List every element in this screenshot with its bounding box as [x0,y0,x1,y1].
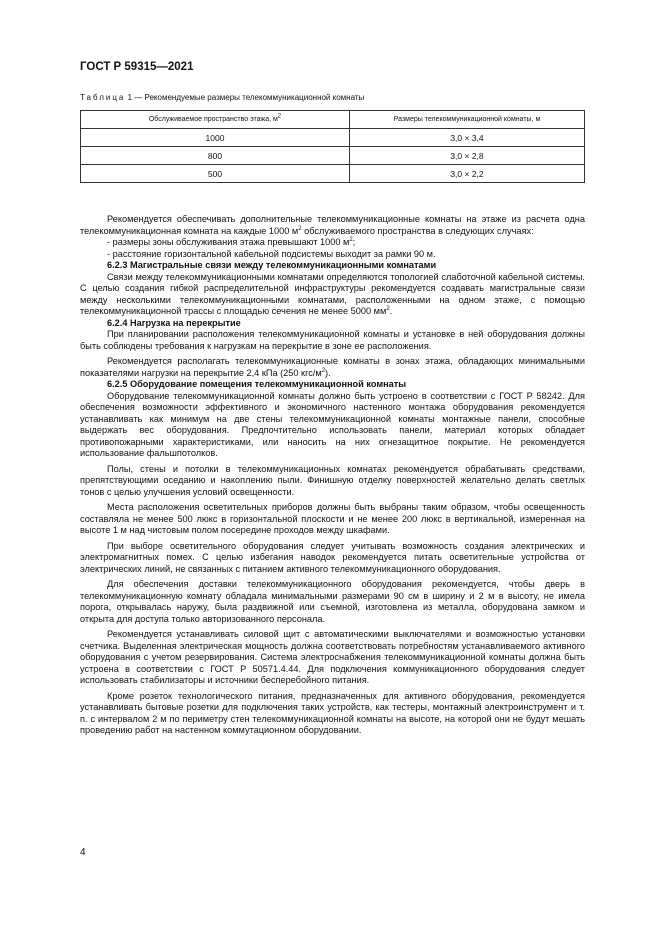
table-header-row [81,111,585,129]
list-item: - размеры зоны обслуживания этажа превышают 1000 $м^2$; [107,236,356,247]
section-heading-6-2-3: 6.2.3 Магистральные связи между телекоммуникационными комнатами [107,260,437,270]
table-caption-text: 1 — Рекомендуемые размеры телекоммуникационной комнаты [125,93,365,102]
section-heading-6-2-5: 6.2.5 Оборудование помещения телекоммуникационной комнаты [107,379,407,389]
paragraph: Рекомендуется располагать телекоммуникационные комнаты в зонах этажа, обладающих минимальными показателями нагрузки на перекрытие 2,4 кПа (250 кгс/$м^2$). [80,356,585,378]
paragraph: Оборудование телекоммуникационной комнаты должно быть устроено в соответствии с ГОСТ Р 58242. Для обеспечения возможности эффективного и экономичного настенного монтажа оборудования рекомендуется устанавливать как минимум на две стены телекоммуникационной комнаты монтажные панели, способные выдержать вес оборудования. Предпочтительно использовать панели, материал которых обладает противопожарными характеристиками, или наносить на них огнезащитное покрытие. Не рекомендуется использование фальшпотолков. [80,390,585,458]
table-cell-area: 1000 [81,129,350,147]
table-cell-size: 3,0 × 3,4 [350,129,585,147]
body-text [80,214,585,741]
paragraph: Для обеспечения доставки телекоммуникационного оборудования рекомендуется, чтобы дверь в телекоммуникационную комнату обладала минимальными размерами 90 см в ширину и 2 м в высоту, не имела порога, открывалась наружу, была раздвижной или съемной, изготовлена из металла, оборудована замком и открыта для доступа только авторизованного персонала. [80,579,585,624]
col-area-header: Обслуживаемое пространство этажа, $м^2$ [81,111,350,129]
table-row [81,129,585,147]
paragraph: Рекомендуется обеспечивать дополнительные телекоммуникационные комнаты на этаже из расчета одна телекоммуникационная комната на каждые 1000 $м^2$ обслуживаемого пространства в следующих случаях: [80,214,585,236]
paragraph: При выборе осветительного оборудования следует учитывать возможность создания электрических и электромагнитных помех. С целью избегания наводок рекомендуется питать осветительные устройства от электрических линий, не связанных с питанием активного телекоммуникационного оборудования. [80,540,585,574]
paragraph: Кроме розеток технологического питания, предназначенных для активного оборудования, рекомендуется устанавливать бытовые розетки для подключения таких устройств, как тестеры, монтажный электроинструмент и т. п. с интервалом 2 м по периметру стен телекоммуникационной комнаты на высоте, на которой они не будут мешать проведению работ на настенном коммутационном оборудовании. [80,690,585,735]
paragraph: Связи между телекоммуникационными комнатами определяются топологией слаботочной кабельной системы. С целью создания гибкой распределительной инфраструктуры рекомендуется создавать магистральные связи между несколькими телекоммуникационными комнатами, расположенными на одном этаже, с помощью телекоммуникационной трассы с площадью сечения не менее 5000 $мм^2$. [80,271,585,316]
section-heading-6-2-4: 6.2.4 Нагрузка на перекрытие [107,317,241,328]
table-cell-size: 3,0 × 2,8 [350,147,585,165]
table-cell-size: 3,0 × 2,2 [350,165,585,183]
table-row [81,147,585,165]
col-size-header: Размеры телекоммуникационной комнаты, м [350,111,585,129]
table-caption-label: Таблица [80,93,126,102]
paragraph: Полы, стены и потолки в телекоммуникационных комнатах рекомендуется обрабатывать средствами, препятствующими оседанию и накоплению пыли. Финишную отделку поверхностей желательно делать светлых тонов с целью улучшения условий освещенности. [80,463,585,497]
table-caption [80,93,364,102]
paragraph: Места расположения осветительных приборов должны быть выбраны таким образом, чтобы освещенность составляла не менее 500 люкс в горизонтальной плоскости и не менее 200 люкс в вертикальной, измеренная на высоте 1 м над чистовым полом посередине проходов между шкафами. [80,502,585,535]
room-size-table [80,110,585,183]
list-item: - расстояние горизонтальной кабельной подсистемы выходит за рамки 90 м. [107,248,436,259]
page-number: 4 [80,847,86,858]
paragraph: При планировании расположения телекоммуникационной комнаты и установке в ней оборудования должны быть соблюдены требования к нагрузкам на перекрытие в зоне ее расположения. [80,329,585,351]
table-row [81,165,585,183]
table-cell-area: 500 [81,165,350,183]
table-cell-area: 800 [81,147,350,165]
paragraph: Рекомендуется устанавливать силовой щит с автоматическими выключателями и возможностью установки счетчика. Выделенная электрическая мощность должна соответствовать потребностям устанавливаемого активного оборудования с учетом резервирования. Система электроснабжения телекоммуникационной комнаты должна быть устроена в соответствии с ГОСТ Р 50571.4.44. Для подключения коммуникационного оборудования следует использовать стабилизаторы и источники бесперебойного питания. [80,629,585,685]
document-header: ГОСТ Р 59315—2021 [80,61,194,73]
